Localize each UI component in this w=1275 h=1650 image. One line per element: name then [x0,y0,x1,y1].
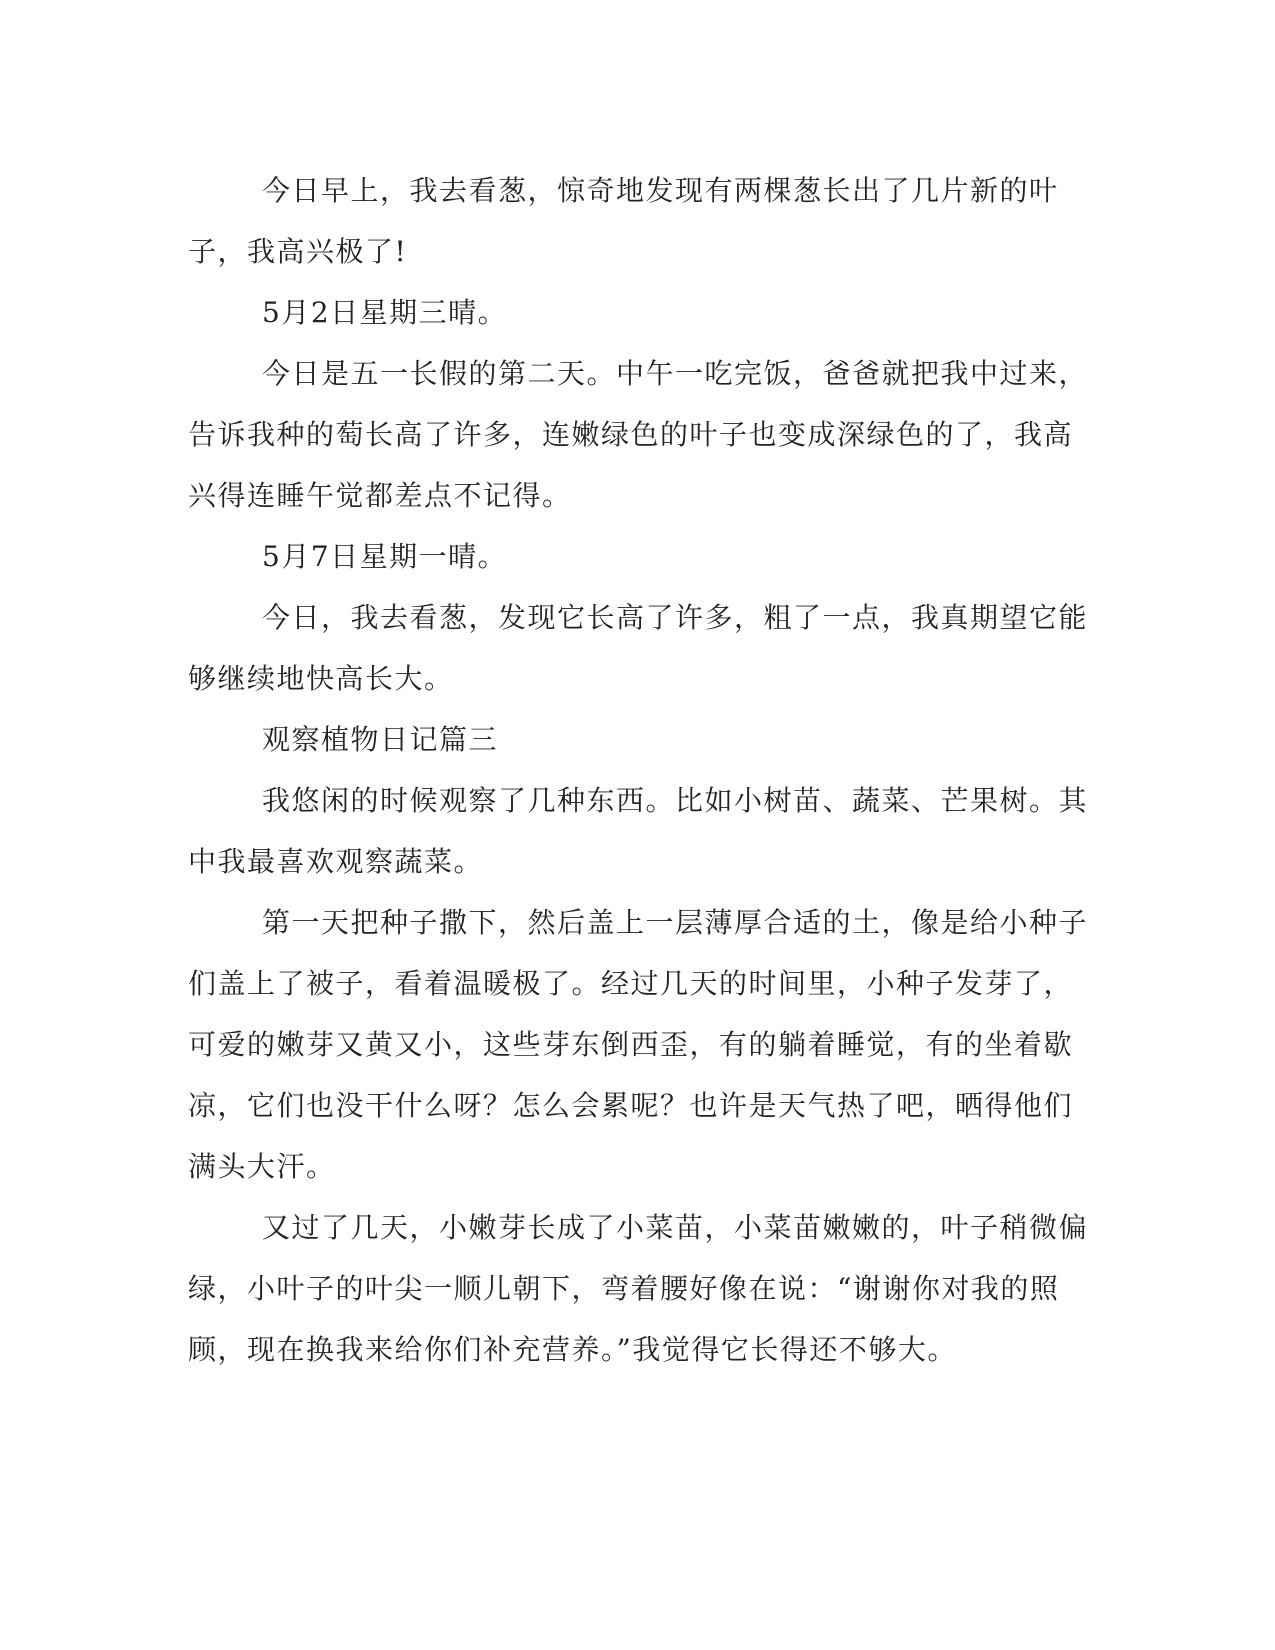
paragraph-date-may-7: 5月7日星期一晴。 [262,540,508,573]
paragraph-seeds-sprouting: 第一天把种子撒下，然后盖上一层薄厚合适的土，像是给小种子们盖上了被子，看着温暖极了。经过几天的时间里，小种子发芽了，可爱的嫩芽又黄又小，这些芽东倒西歪，有的躺着睡觉，有的坐着歇凉，它们也没干什么呀？怎么会累呢？也许是天气热了吧，晒得他们满头大汗。 [188,906,1089,1183]
paragraph-observing-things: 我悠闲的时候观察了几种东西。比如小树苗、蔬菜、芒果树。其中我最喜欢观察蔬菜。 [188,784,1089,878]
document-body [188,160,1088,1380]
paragraph-onion-growing: 今日，我去看葱，发现它长高了许多，粗了一点，我真期望它能够继续地快高长大。 [188,601,1089,695]
section-heading-diary-three: 观察植物日记篇三 [262,723,499,756]
paragraph-date-may-2: 5月2日星期三晴。 [262,296,508,329]
paragraph-seedlings-grow: 又过了几天，小嫩芽长成了小菜苗，小菜苗嫩嫩的，叶子稍微偏绿，小叶子的叶尖一顺儿朝下，弯着腰好像在说：“谢谢你对我的照顾，现在换我来给你们补充营养。”我觉得它长得还不够大。 [188,1211,1089,1366]
paragraph-onion-morning: 今日早上，我去看葱，惊奇地发现有两棵葱长出了几片新的叶子，我高兴极了! [188,174,1059,268]
paragraph-may-day-holiday: 今日是五一长假的第二天。中午一吃完饭，爸爸就把我中过来，告诉我种的萄长高了许多，连嫩绿色的叶子也变成深绿色的了，我高兴得连睡午觉都差点不记得。 [188,357,1089,512]
